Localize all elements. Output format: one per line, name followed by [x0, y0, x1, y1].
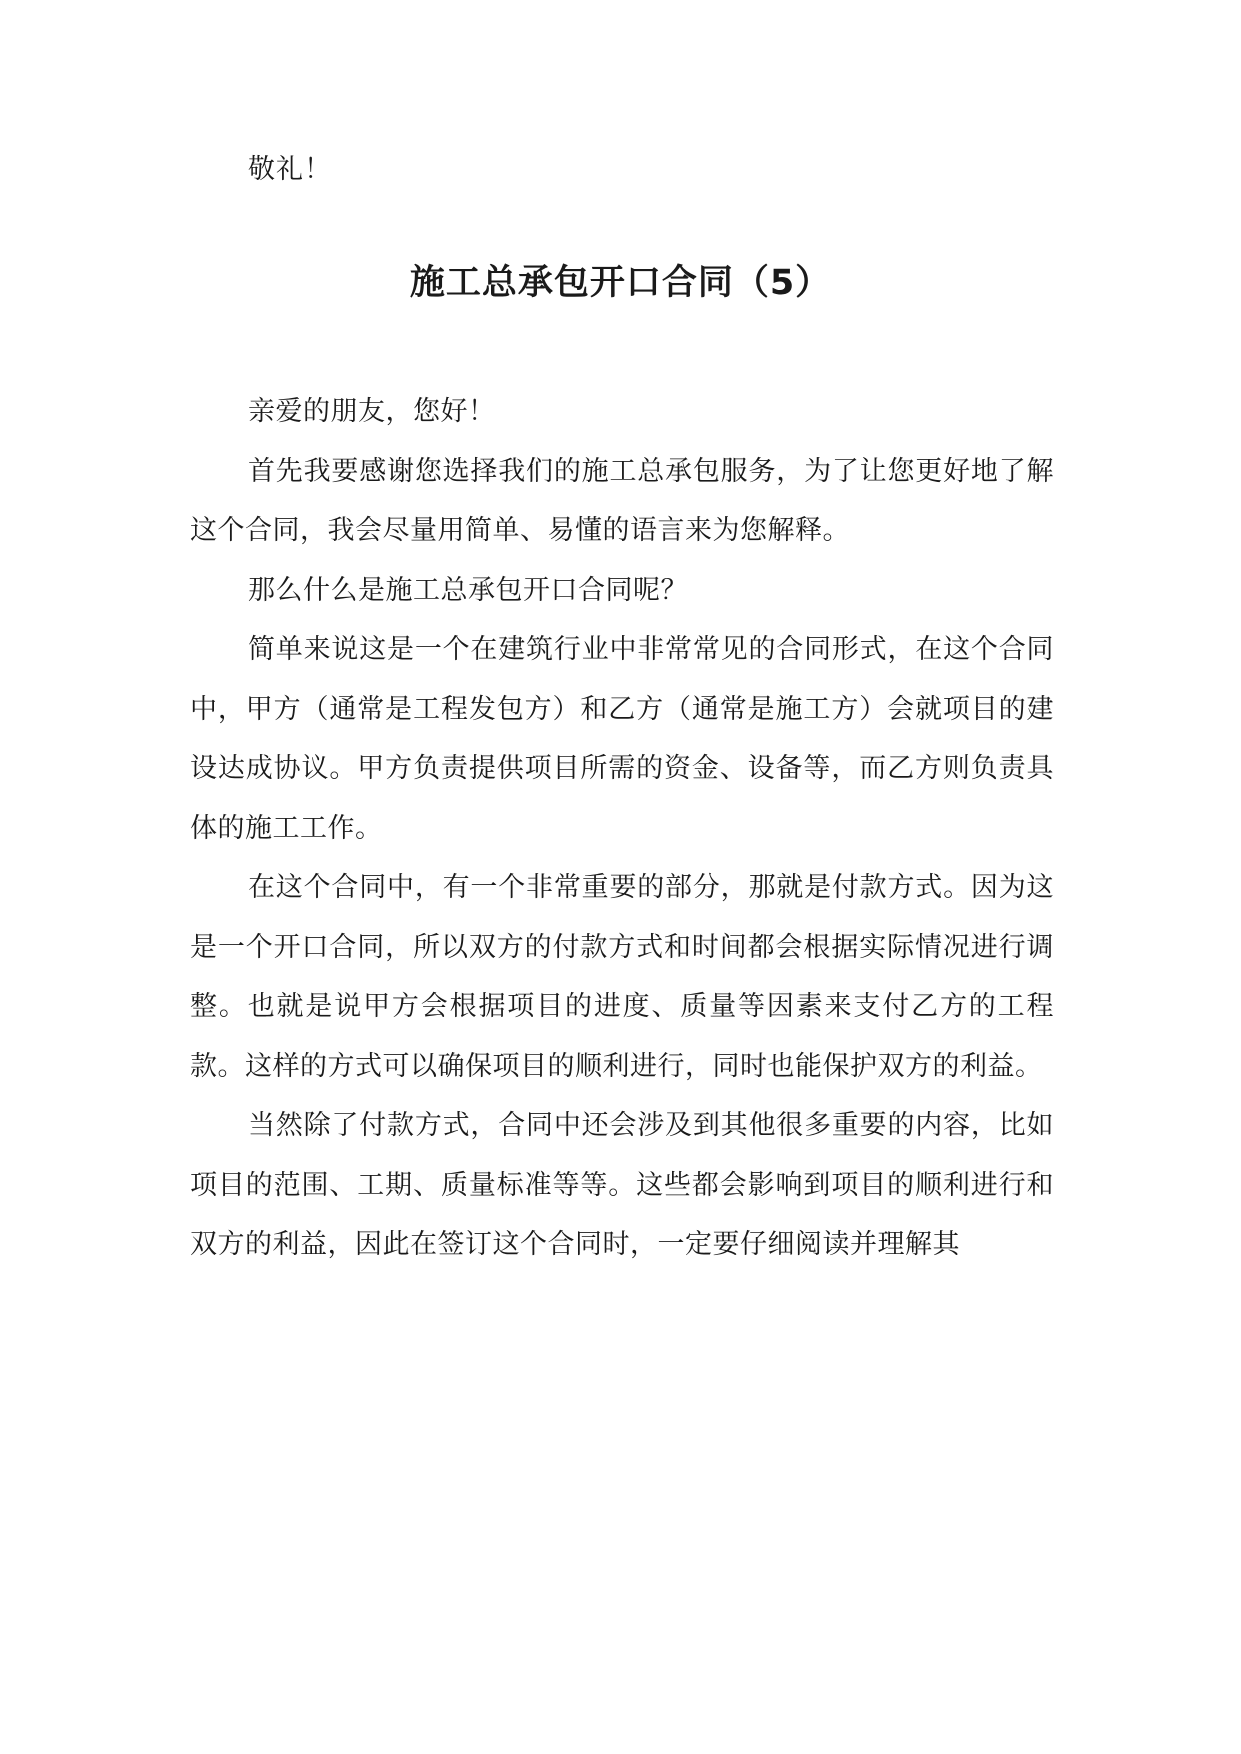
greeting-paragraph: 亲爱的朋友，您好！ — [248, 396, 496, 427]
document-body — [190, 382, 1054, 1275]
body-paragraph: 那么什么是施工总承包开口合同呢？ — [248, 574, 688, 606]
document-title: 施工总承包开口合同（5） — [409, 263, 832, 303]
body-paragraph: 在这个合同中，有一个非常重要的部分，那就是付款方式。因为这是一个开口合同，所以双方的付款方式和时间都会根据实际情况进行调整。也就是说甲方会根据项目的进度、质量等因素来支付乙方的工程款。这样的方式可以确保项目的顺利进行，同时也能保护双方的利益。 — [190, 872, 1054, 1082]
body-paragraph: 当然除了付款方式，合同中还会涉及到其他很多重要的内容，比如项目的范围、工期、质量标准等等。这些都会影响到项目的顺利进行和双方的利益，因此在签订这个合同时，一定要仔细阅读并理解其 — [190, 1110, 1054, 1260]
body-paragraph: 简单来说这是一个在建筑行业中非常常见的合同形式，在这个合同中，甲方（通常是工程发包方）和乙方（通常是施工方）会就项目的建设达成协议。甲方负责提供项目所需的资金、设备等，而乙方则负责具体的施工工作。 — [190, 634, 1054, 844]
body-paragraph: 首先我要感谢您选择我们的施工总承包服务，为了让您更好地了解这个合同，我会尽量用简单、易懂的语言来为您解释。 — [190, 455, 1054, 546]
closing-salutation: 敬礼！ — [248, 154, 332, 185]
